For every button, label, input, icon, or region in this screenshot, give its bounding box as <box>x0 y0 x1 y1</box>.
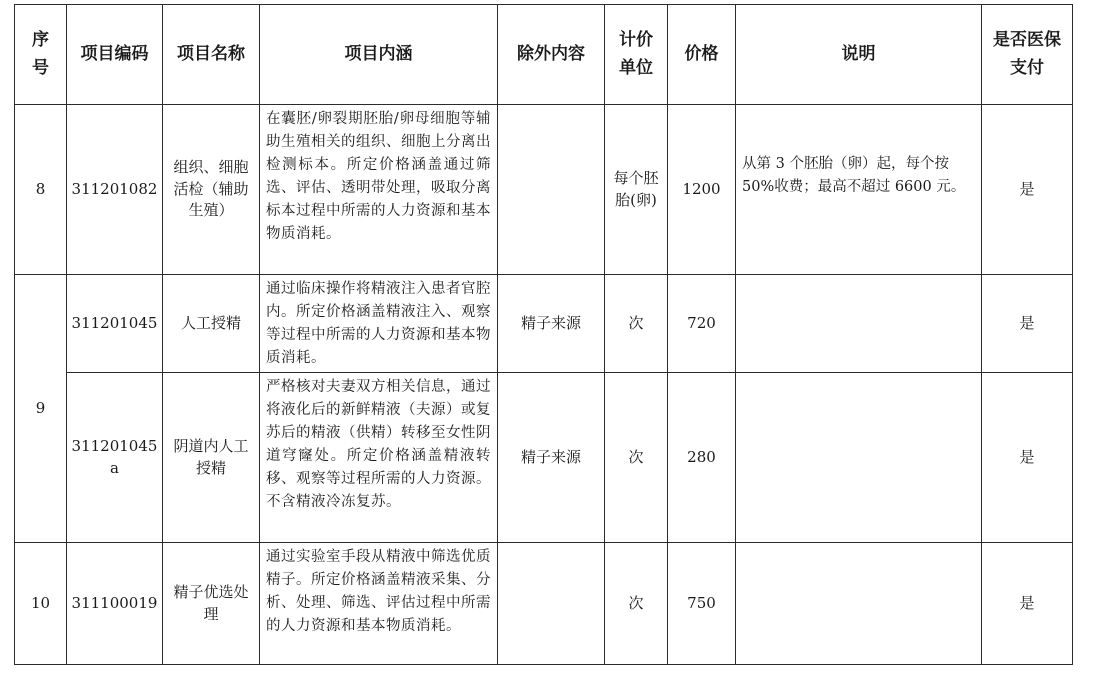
medical-service-price-table <box>14 4 1073 665</box>
header-name: 项目名称 <box>163 5 260 105</box>
row-name: 阴道内人工 授精 <box>163 373 260 543</box>
row-content: 严格核对夫妻双方相关信息，通过将液化后的新鲜精液（夫源）或复苏后的精液（供精）转移至女性阴道穹窿处。所定价格涵盖精液转移、观察等过程所需的人力资源。不含精液冷冻复苏。 <box>260 373 498 543</box>
row-exclude <box>498 105 605 275</box>
header-seq: 序 号 <box>15 5 67 105</box>
price-table-page <box>14 4 1073 665</box>
row-content: 通过临床操作将精液注入患者官腔内。所定价格涵盖精液注入、观察等过程中所需的人力资源和基本物质消耗。 <box>260 275 498 373</box>
row-insurance: 是 <box>982 373 1073 543</box>
row-seq: 10 <box>15 543 67 665</box>
row-note <box>736 373 982 543</box>
row-name: 精子优选处 理 <box>163 543 260 665</box>
row-insurance: 是 <box>982 275 1073 373</box>
row-unit: 每个胚 胎(卵) <box>605 105 668 275</box>
table-row <box>15 105 1073 275</box>
header-price: 价格 <box>668 5 736 105</box>
header-insurance: 是否医保 支付 <box>982 5 1073 105</box>
header-content: 项目内涵 <box>260 5 498 105</box>
header-row <box>15 5 1073 105</box>
table-row <box>15 373 1073 543</box>
row-content: 在囊胚/卵裂期胚胎/卵母细胞等辅助生殖相关的组织、细胞上分离出检测标本。所定价格涵盖通过筛选、评估、透明带处理，吸取分离标本过程中所需的人力资源和基本物质消耗。 <box>260 105 498 275</box>
row-seq: 9 <box>15 275 67 543</box>
header-code: 项目编码 <box>67 5 163 105</box>
row-code: 311100019 <box>67 543 163 665</box>
row-unit: 次 <box>605 543 668 665</box>
row-note <box>736 543 982 665</box>
row-price: 280 <box>668 373 736 543</box>
row-code: 311201045 <box>67 275 163 373</box>
row-exclude: 精子来源 <box>498 275 605 373</box>
row-code: 311201045 a <box>67 373 163 543</box>
row-price: 750 <box>668 543 736 665</box>
row-name: 人工授精 <box>163 275 260 373</box>
row-exclude <box>498 543 605 665</box>
header-unit: 计价 单位 <box>605 5 668 105</box>
row-unit: 次 <box>605 275 668 373</box>
row-price: 720 <box>668 275 736 373</box>
row-insurance: 是 <box>982 543 1073 665</box>
row-exclude: 精子来源 <box>498 373 605 543</box>
table-row <box>15 275 1073 373</box>
row-insurance: 是 <box>982 105 1073 275</box>
header-exclude: 除外内容 <box>498 5 605 105</box>
row-price: 1200 <box>668 105 736 275</box>
row-name: 组织、细胞 活检（辅助 生殖） <box>163 105 260 275</box>
row-note: 从第 3 个胚胎（卵）起，每个按 50%收费；最高不超过 6600 元。 <box>736 105 982 275</box>
header-note: 说明 <box>736 5 982 105</box>
row-note <box>736 275 982 373</box>
row-unit: 次 <box>605 373 668 543</box>
row-code: 311201082 <box>67 105 163 275</box>
table-row <box>15 543 1073 665</box>
row-seq: 8 <box>15 105 67 275</box>
row-content: 通过实验室手段从精液中筛选优质精子。所定价格涵盖精液采集、分析、处理、筛选、评估过程中所需的人力资源和基本物质消耗。 <box>260 543 498 665</box>
